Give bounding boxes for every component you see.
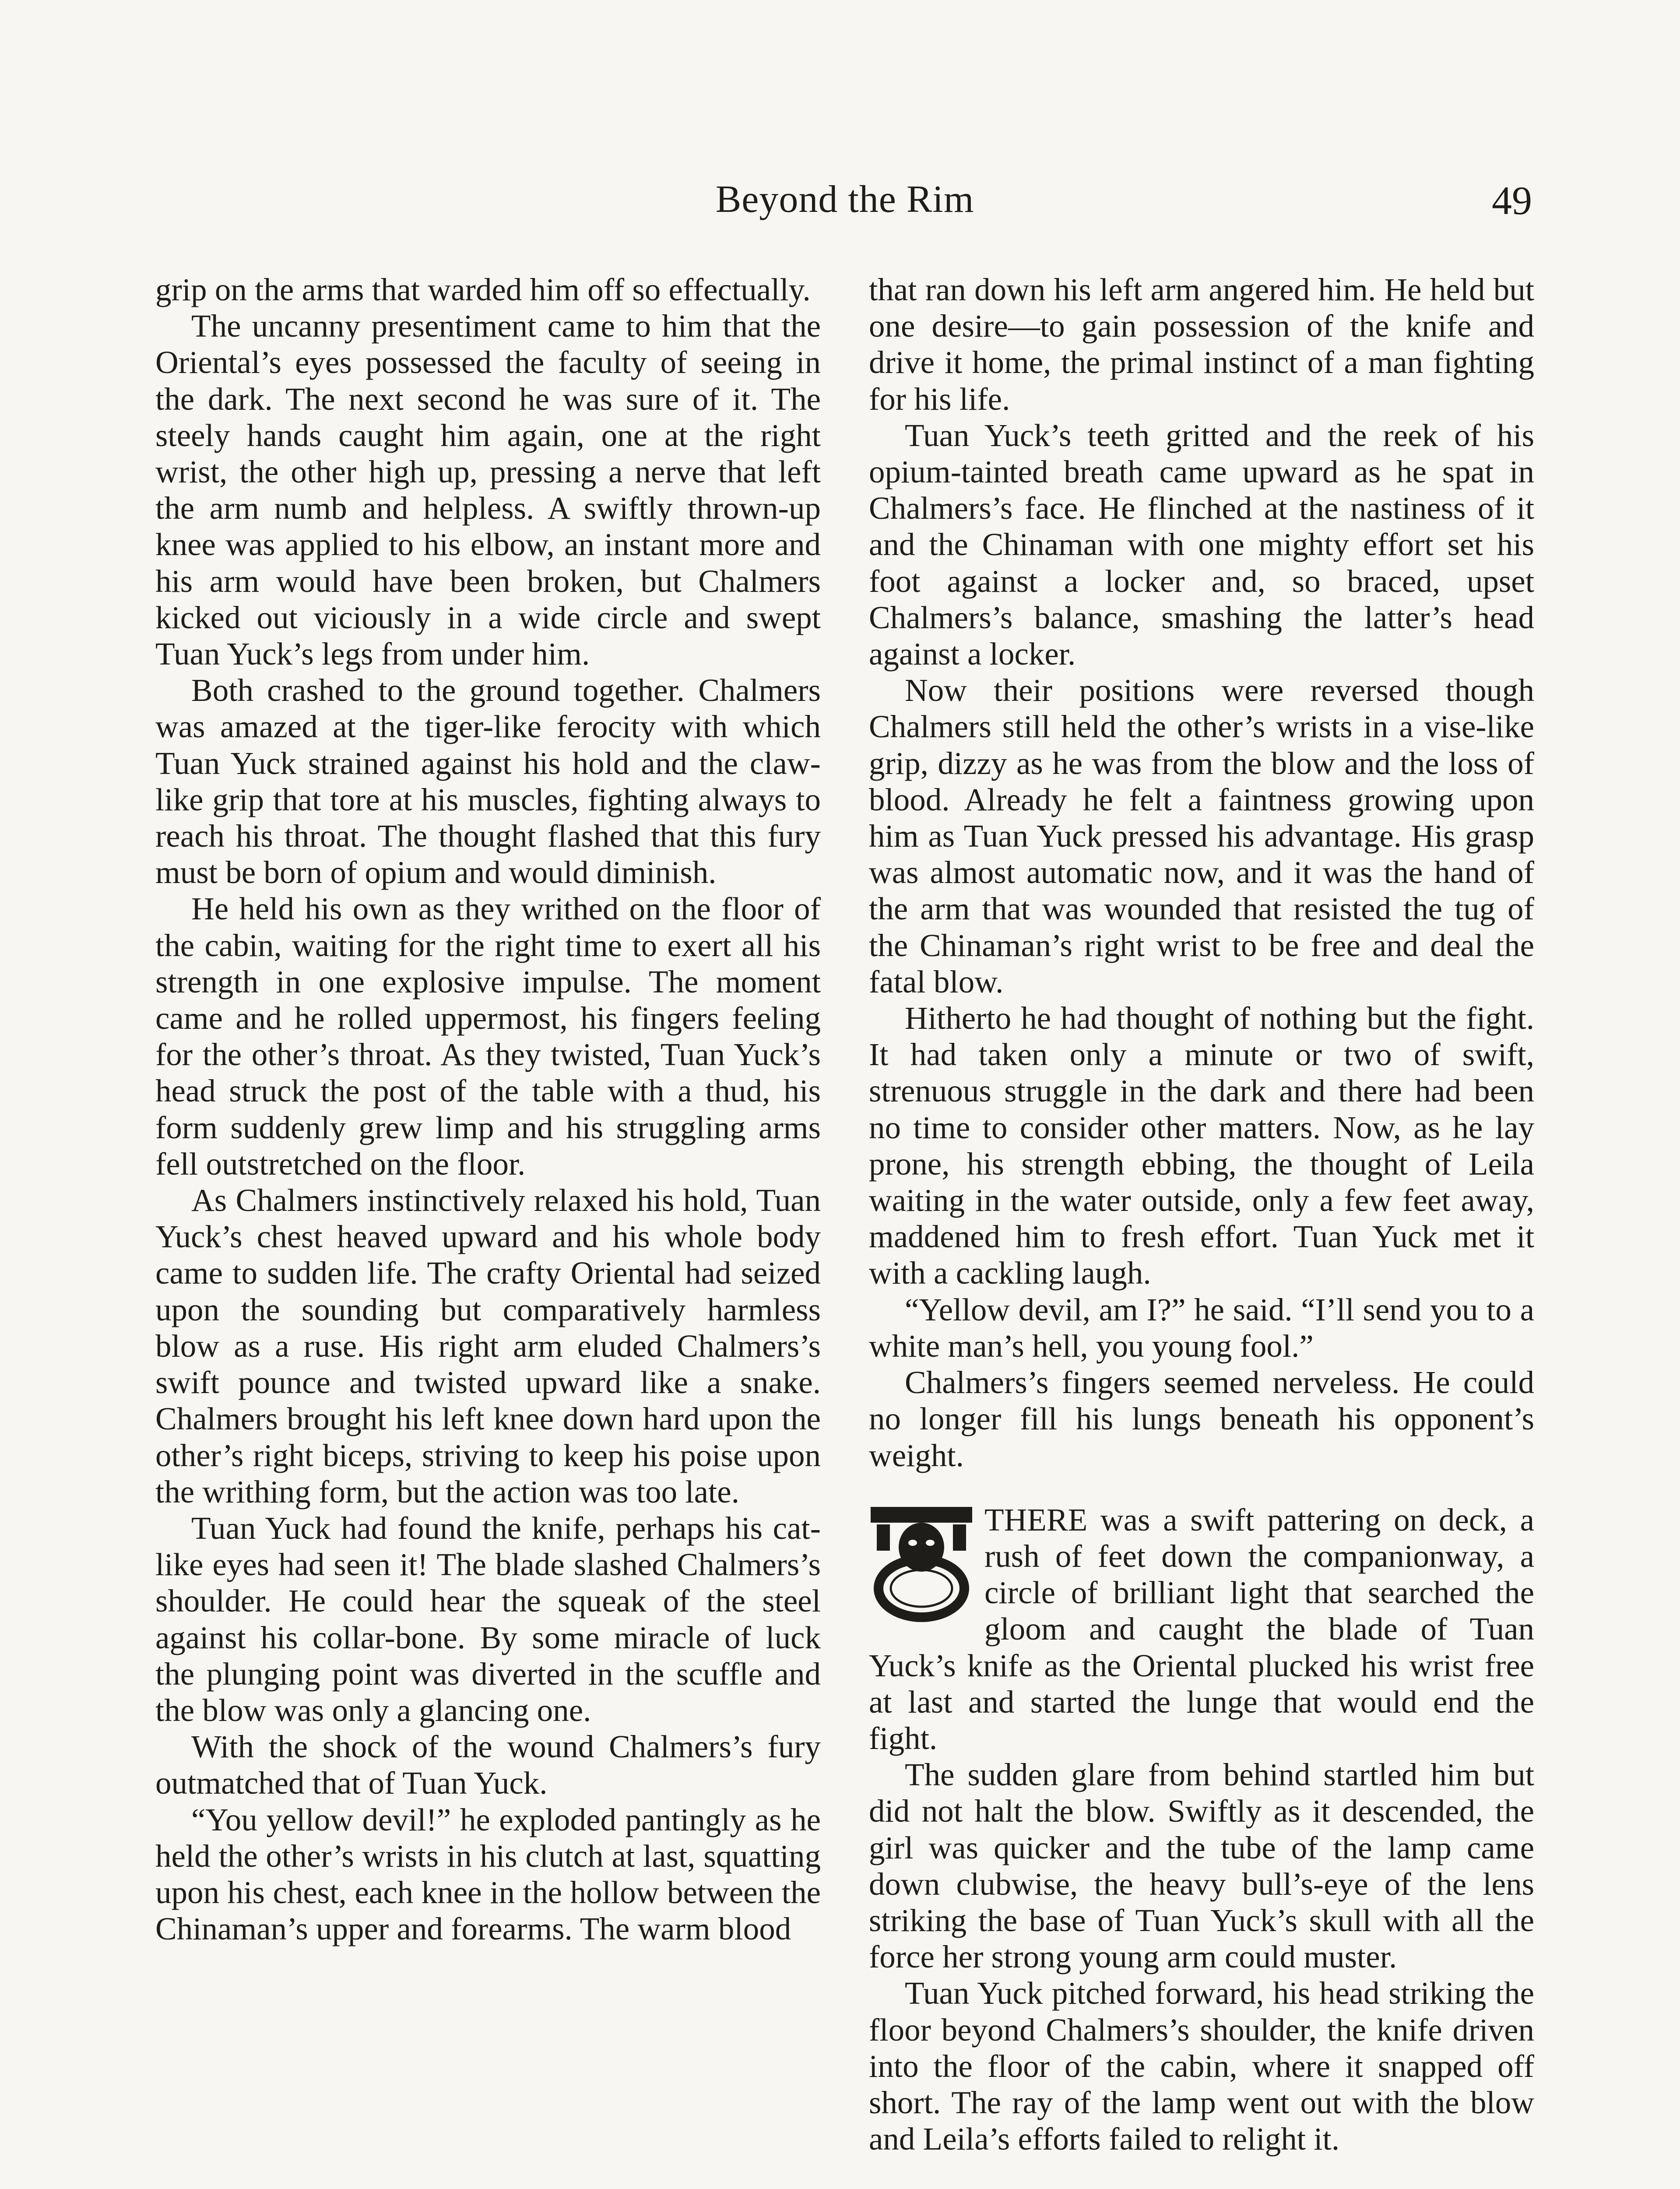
paragraph: The uncanny presentiment came to him that the Oriental’s eyes possessed the faculty of seeing in the dark. The next second he was sure of it. The steely hands caught him again, one at the right wrist, the other high up, pressing a nerve that left the arm numb and helpless. A swiftly thrown-up knee was applied to his elbow, an instant more and his arm would have been broken, but Chalmers kicked out viciously in a wide circle and swept Tuan Yuck’s legs from under him. (155, 308, 821, 672)
paragraph: “Yellow devil, am I?” he said. “I’ll send you to a white man’s hell, you young fool.” (869, 1292, 1534, 1364)
ornamental-face-ring-icon (869, 1505, 974, 1622)
paragraph: As Chalmers instinctively relaxed his hold, Tuan Yuck’s chest heaved upward and his whole body came to sudden life. The crafty Oriental had seized upon the sounding but comparatively harmless blow as a ruse. His right arm eluded Chalmers’s swift pounce and twisted upward like a snake. Chalmers brought his left knee down hard upon the other’s right biceps, striving to keep his poise upon the writhing form, but the action was too late. (155, 1182, 821, 1510)
paragraph: With the shock of the wound Chalmers’s fury outmatched that of Tuan Yuck. (155, 1729, 821, 1801)
paragraph: Hitherto he had thought of nothing but the fight. It had taken only a minute or two of swift, strenuous struggle in the dark and there had been no time to consider other matters. Now, as he lay prone, his strength ebbing, the thought of Leila waiting in the water outside, only a few feet away, maddened him to fresh effort. Tuan Yuck met it with a cackling laugh. (869, 1000, 1534, 1291)
paragraph: Tuan Yuck’s teeth gritted and the reek of his opium-tainted breath came upward as he spat in Chalmers’s face. He flinched at the nastiness of it and the Chinaman with one mighty effort set his foot against a locker and, so braced, upset Chalmers’s balance, smashing the latter’s head against a locker. (869, 417, 1534, 672)
paragraph: The sudden glare from behind startled him but did not halt the blow. Swiftly as it descended, the girl was quicker and the tube of the lamp came down clubwise, the heavy bull’s-eye of the lens striking the base of Tuan Yuck’s skull with all the force her strong young arm could muster. (869, 1757, 1534, 1975)
section-start (869, 1502, 1534, 1756)
paragraph: Chalmers’s fingers seemed nerveless. He could no longer fill his lungs beneath his opponent’s weight. (869, 1365, 1534, 1473)
paragraph: He held his own as they writhed on the floor of the cabin, waiting for the right time to exert all his strength in one explosive impulse. The moment came and he rolled uppermost, his fingers feeling for the other’s throat. As they twisted, Tuan Yuck’s head struck the post of the table with a thud, his form suddenly grew limp and his struggling arms fell outstretched on the floor. (155, 891, 821, 1182)
paragraph: “You yellow devil!” he exploded pantingly as he held the other’s wrists in his clutch at last, squatting upon his chest, each knee in the hollow between the Chinaman’s upper and forearms. The warm blood (155, 1802, 821, 1947)
right-column (869, 271, 1534, 2157)
running-head: Beyond the Rim (715, 178, 974, 221)
paragraph: THERE was a swift pattering on deck, a rush of feet down the companionway, a circle of brilliant light that searched the gloom and caught the blade of Tuan Yuck’s knife as the Oriental plucked his wrist free at last and started the lunge that would end the fight. (869, 1502, 1534, 1756)
page-header (158, 177, 1532, 234)
left-column (155, 271, 821, 1947)
paragraph: Tuan Yuck pitched forward, his head striking the floor beyond Chalmers’s shoulder, the knife driven into the floor of the cabin, where it snapped off short. The ray of the lamp went out with the blow and Leila’s efforts failed to relight it. (869, 1975, 1534, 2157)
paragraph: that ran down his left arm angered him. He held but one desire—to gain possession of the knife and drive it home, the primal instinct of a man fighting for his life. (869, 272, 1534, 417)
page-number: 49 (1492, 178, 1532, 223)
paragraph: Now their positions were reversed though Chalmers still held the other’s wrists in a vise-like grip, dizzy as he was from the blow and the loss of blood. Already he felt a faintness growing upon him as Tuan Yuck pressed his advantage. His grasp was almost automatic now, and it was the hand of the arm that was wounded that resisted the tug of the Chinaman’s right wrist to be free and deal the fatal blow. (869, 672, 1534, 999)
paragraph: Tuan Yuck had found the knife, perhaps his cat-like eyes had seen it! The blade slashed Chalmers’s shoulder. He could hear the squeak of the steel against his collar-bone. By some miracle of luck the plunging point was diverted in the scuffle and the blow was only a glancing one. (155, 1510, 821, 1728)
paragraph: grip on the arms that warded him off so effectually. (155, 272, 811, 307)
paragraph: Both crashed to the ground together. Chalmers was amazed at the tiger-like ferocity with which Tuan Yuck strained against his hold and the claw-like grip that tore at his muscles, fighting always to reach his throat. The thought flashed that this fury must be born of opium and would diminish. (155, 672, 821, 890)
